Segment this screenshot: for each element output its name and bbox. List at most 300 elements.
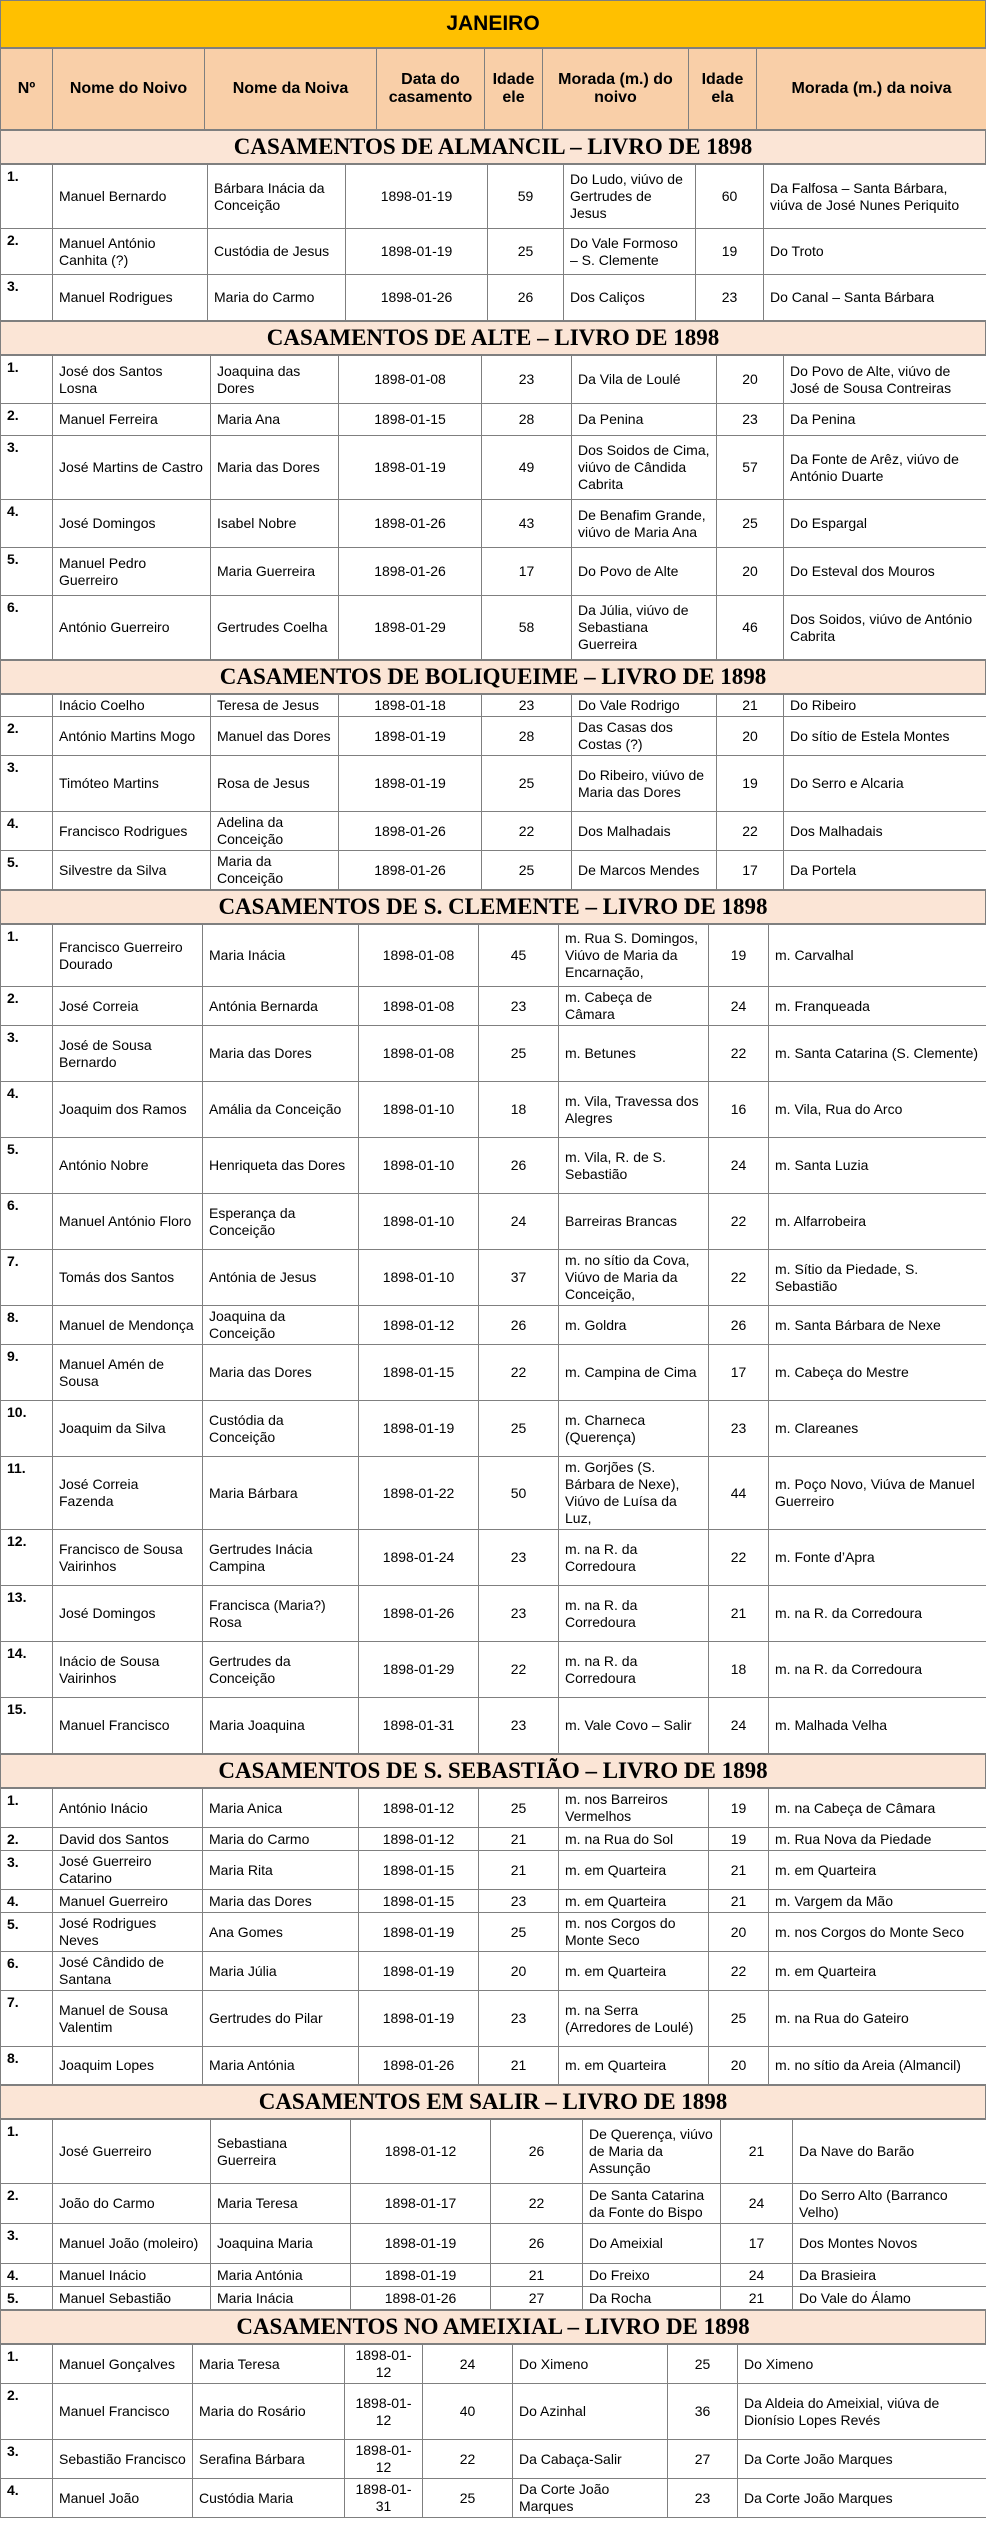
cell-bride-name: Esperança da Conceição [203,1194,359,1250]
cell-bride-residence: m. em Quarteira [769,1952,986,1991]
cell-groom-age: 21 [479,2047,559,2085]
cell-groom-name: José Correia Fazenda [53,1457,203,1530]
cell-bride-age: 23 [696,275,764,321]
cell-groom-name: Manuel Pedro Guerreiro [53,548,211,596]
cell-groom-name: Manuel João (moleiro) [53,2224,211,2264]
table-row [1,1851,986,1890]
cell-groom-age: 49 [482,436,572,500]
cell-groom-name: Francisco de Sousa Vairinhos [53,1530,203,1586]
cell-groom-age: 20 [479,1952,559,1991]
cell-bride-residence: m. na Cabeça de Câmara [769,1789,986,1828]
cell-number: 1. [1,165,53,229]
cell-groom-residence: m. na R. da Corredoura [559,1642,709,1698]
cell-number: 5. [1,851,53,890]
cell-groom-residence: m. Cabeça de Câmara [559,987,709,1026]
cell-bride-name: Amália da Conceição [203,1082,359,1138]
cell-groom-residence: m. na R. da Corredoura [559,1530,709,1586]
table-row [1,2384,986,2440]
cell-wedding-date: 1898-01-08 [339,356,482,404]
cell-bride-residence: Dos Malhadais [784,812,986,851]
sections-container [0,130,986,2518]
table-row [1,1586,986,1642]
cell-bride-name: Francisca (Maria?) Rosa [203,1586,359,1642]
table-row [1,1991,986,2047]
table-row [1,1457,986,1530]
cell-bride-name: Maria das Dores [211,436,339,500]
table-row [1,2440,986,2479]
cell-groom-residence: Barreiras Brancas [559,1194,709,1250]
cell-groom-name: Manuel Gonçalves [53,2345,193,2384]
cell-groom-residence: m. Charneca (Querença) [559,1401,709,1457]
table-row [1,695,986,717]
cell-bride-name: Maria Bárbara [203,1457,359,1530]
cell-groom-age: 58 [482,596,572,660]
cell-bride-residence: Do Vale do Álamo [793,2287,986,2310]
marriage-table [0,164,986,321]
cell-groom-residence: De Benafim Grande, viúvo de Maria Ana [572,500,717,548]
cell-groom-name: José Domingos [53,1586,203,1642]
header-groom-name: Nome do Noivo [53,49,205,130]
cell-bride-age: 17 [721,2224,793,2264]
cell-bride-age: 36 [668,2384,738,2440]
cell-bride-residence: m. Vargem da Mão [769,1890,986,1913]
cell-bride-residence: Do Esteval dos Mouros [784,548,986,596]
table-row [1,756,986,812]
cell-bride-name: Maria do Rosário [193,2384,345,2440]
cell-wedding-date: 1898-01-19 [339,756,482,812]
cell-bride-name: Henriqueta das Dores [203,1138,359,1194]
cell-number: 3. [1,2224,53,2264]
cell-number: 4. [1,1082,53,1138]
cell-wedding-date: 1898-01-17 [351,2184,491,2224]
cell-groom-age: 21 [479,1828,559,1851]
cell-groom-age: 22 [423,2440,513,2479]
cell-bride-age: 17 [709,1345,769,1401]
cell-groom-name: Joaquim da Silva [53,1401,203,1457]
table-row [1,1306,986,1345]
cell-bride-residence: m. na R. da Corredoura [769,1642,986,1698]
cell-bride-residence: Do sítio de Estela Montes [784,717,986,756]
cell-bride-name: Maria Antónia [203,2047,359,2085]
cell-number: 11. [1,1457,53,1530]
section-title: CASAMENTOS DE ALMANCIL – LIVRO DE 1898 [0,130,986,164]
header-groom-residence: Morada (m.) do noivo [543,49,689,130]
cell-bride-name: Maria Antónia [211,2264,351,2287]
cell-bride-name: Maria do Carmo [203,1828,359,1851]
cell-bride-name: Isabel Nobre [211,500,339,548]
cell-bride-residence: Da Fonte de Arêz, viúvo de António Duarte [784,436,986,500]
cell-bride-name: Custódia da Conceição [203,1401,359,1457]
header-bride-age: Idade ela [689,49,757,130]
header-number: Nº [1,49,53,130]
cell-number: 2. [1,987,53,1026]
cell-groom-age: 26 [488,275,564,321]
cell-groom-name: Joaquim Lopes [53,2047,203,2085]
cell-groom-residence: m. na Serra (Arredores de Loulé) [559,1991,709,2047]
cell-bride-age: 19 [709,925,769,987]
cell-bride-age: 22 [717,812,784,851]
cell-number: 2. [1,717,53,756]
cell-bride-residence: m. Poço Novo, Viúva de Manuel Guerreiro [769,1457,986,1530]
cell-groom-age: 22 [479,1642,559,1698]
cell-number: 1. [1,2345,53,2384]
cell-bride-residence: Do Espargal [784,500,986,548]
cell-bride-residence: m. no sítio da Areia (Almancil) [769,2047,986,2085]
cell-number: 15. [1,1698,53,1754]
cell-groom-name: Manuel Inácio [53,2264,211,2287]
cell-groom-residence: Da Corte João Marques [513,2479,668,2518]
cell-groom-name: Manuel Rodrigues [53,275,208,321]
table-row [1,1194,986,1250]
cell-groom-name: Francisco Rodrigues [53,812,211,851]
cell-groom-residence: Do Vale Formoso – S. Clemente [564,229,696,275]
cell-bride-name: Maria do Carmo [208,275,346,321]
cell-groom-name: Sebastião Francisco [53,2440,193,2479]
cell-bride-residence: Da Portela [784,851,986,890]
cell-bride-residence: Do Canal – Santa Bárbara [764,275,986,321]
cell-groom-age: 25 [479,1026,559,1082]
cell-bride-age: 24 [709,1698,769,1754]
cell-bride-name: Joaquina das Dores [211,356,339,404]
cell-groom-name: Manuel de Sousa Valentim [53,1991,203,2047]
cell-number: 9. [1,1345,53,1401]
table-row [1,596,986,660]
cell-wedding-date: 1898-01-12 [345,2440,423,2479]
cell-bride-residence: m. Cabeça do Mestre [769,1345,986,1401]
cell-groom-age: 24 [479,1194,559,1250]
cell-groom-residence: Da Penina [572,404,717,436]
cell-bride-residence: m. Clareanes [769,1401,986,1457]
cell-wedding-date: 1898-01-26 [339,548,482,596]
cell-wedding-date: 1898-01-12 [359,1828,479,1851]
cell-wedding-date: 1898-01-22 [359,1457,479,1530]
cell-groom-residence: De Marcos Mendes [572,851,717,890]
table-row [1,2287,986,2310]
cell-groom-name: José Guerreiro Catarino [53,1851,203,1890]
cell-groom-age: 21 [491,2264,583,2287]
cell-bride-name: Gertrudes Coelha [211,596,339,660]
cell-number: 3. [1,1851,53,1890]
table-row [1,851,986,890]
cell-bride-name: Rosa de Jesus [211,756,339,812]
table-row [1,2345,986,2384]
cell-groom-residence: m. Rua S. Domingos, Viúvo de Maria da Encarnação, [559,925,709,987]
cell-bride-age: 18 [709,1642,769,1698]
table-row [1,812,986,851]
cell-bride-age: 19 [696,229,764,275]
cell-bride-name: Gertrudes do Pilar [203,1991,359,2047]
cell-groom-residence: Do Vale Rodrigo [572,695,717,717]
cell-wedding-date: 1898-01-19 [346,229,488,275]
cell-groom-residence: m. nos Corgos do Monte Seco [559,1913,709,1952]
cell-bride-residence: m. em Quarteira [769,1851,986,1890]
cell-wedding-date: 1898-01-12 [345,2345,423,2384]
cell-groom-residence: Do Povo de Alte [572,548,717,596]
cell-bride-name: Maria das Dores [203,1890,359,1913]
header-wedding-date: Data do casamento [377,49,485,130]
cell-bride-residence: m. Santa Bárbara de Nexe [769,1306,986,1345]
table-row [1,1345,986,1401]
table-row [1,165,986,229]
cell-bride-name: Maria Teresa [211,2184,351,2224]
cell-bride-residence: m. Vila, Rua do Arco [769,1082,986,1138]
section-title: CASAMENTOS EM SALIR – LIVRO DE 1898 [0,2085,986,2119]
cell-bride-name: Maria Joaquina [203,1698,359,1754]
cell-wedding-date: 1898-01-12 [359,1306,479,1345]
cell-number: 3. [1,756,53,812]
cell-number: 7. [1,1250,53,1306]
cell-bride-age: 24 [709,987,769,1026]
cell-wedding-date: 1898-01-15 [359,1851,479,1890]
cell-bride-name: Maria Ana [211,404,339,436]
cell-groom-name: António Martins Mogo [53,717,211,756]
cell-wedding-date: 1898-01-10 [359,1250,479,1306]
cell-bride-name: Antónia Bernarda [203,987,359,1026]
cell-bride-residence: m. Santa Catarina (S. Clemente) [769,1026,986,1082]
cell-wedding-date: 1898-01-12 [345,2384,423,2440]
cell-groom-age: 22 [491,2184,583,2224]
cell-bride-residence: Da Corte João Marques [738,2479,986,2518]
cell-groom-age: 23 [482,695,572,717]
cell-groom-name: Manuel Francisco [53,2384,193,2440]
cell-groom-residence: Dos Malhadais [572,812,717,851]
cell-bride-age: 20 [717,548,784,596]
cell-wedding-date: 1898-01-26 [359,1586,479,1642]
cell-bride-age: 19 [709,1789,769,1828]
table-row [1,717,986,756]
section-title: CASAMENTOS DE S. SEBASTIÃO – LIVRO DE 1898 [0,1754,986,1788]
cell-bride-residence: Do Serro Alto (Barranco Velho) [793,2184,986,2224]
cell-wedding-date: 1898-01-31 [345,2479,423,2518]
table-row [1,1642,986,1698]
cell-bride-residence: Do Ximeno [738,2345,986,2384]
cell-bride-residence: m. na Rua do Gateiro [769,1991,986,2047]
cell-groom-age: 24 [423,2345,513,2384]
cell-bride-residence: Da Aldeia do Ameixial, viúva de Dionísio Lopes Revés [738,2384,986,2440]
cell-bride-name: Joaquina da Conceição [203,1306,359,1345]
cell-wedding-date: 1898-01-18 [339,695,482,717]
cell-bride-age: 17 [717,851,784,890]
cell-groom-name: Timóteo Martins [53,756,211,812]
cell-bride-residence: m. Santa Luzia [769,1138,986,1194]
cell-groom-residence: m. Betunes [559,1026,709,1082]
cell-bride-age: 26 [709,1306,769,1345]
cell-groom-name: Manuel Ferreira [53,404,211,436]
cell-groom-name: Manuel Amén de Sousa [53,1345,203,1401]
cell-groom-age: 23 [479,1530,559,1586]
cell-wedding-date: 1898-01-26 [339,500,482,548]
cell-number: 3. [1,436,53,500]
section-title: CASAMENTOS NO AMEIXIAL – LIVRO DE 1898 [0,2310,986,2344]
cell-bride-residence: Da Penina [784,404,986,436]
cell-groom-name: José Martins de Castro [53,436,211,500]
section-title: CASAMENTOS DE S. CLEMENTE – LIVRO DE 1898 [0,890,986,924]
cell-bride-age: 20 [709,2047,769,2085]
cell-number: 4. [1,812,53,851]
cell-bride-age: 21 [709,1586,769,1642]
cell-bride-name: Maria Inácia [203,925,359,987]
cell-bride-name: Maria Guerreira [211,548,339,596]
cell-bride-residence: Do Serro e Alcaria [784,756,986,812]
cell-wedding-date: 1898-01-26 [346,275,488,321]
cell-groom-age: 50 [479,1457,559,1530]
table-row [1,1828,986,1851]
cell-groom-age: 28 [482,404,572,436]
cell-groom-residence: m. em Quarteira [559,2047,709,2085]
cell-number: 12. [1,1530,53,1586]
cell-wedding-date: 1898-01-19 [339,717,482,756]
marriage-table [0,2344,986,2518]
cell-bride-name: Gertrudes Inácia Campina [203,1530,359,1586]
table-row [1,356,986,404]
cell-groom-residence: Do Ximeno [513,2345,668,2384]
cell-groom-name: Manuel Sebastião [53,2287,211,2310]
cell-groom-age: 26 [491,2120,583,2184]
cell-bride-name: Gertrudes da Conceição [203,1642,359,1698]
cell-wedding-date: 1898-01-10 [359,1138,479,1194]
cell-groom-residence: m. Campina de Cima [559,1345,709,1401]
cell-bride-age: 60 [696,165,764,229]
table-row [1,500,986,548]
cell-groom-residence: Do Ribeiro, viúvo de Maria das Dores [572,756,717,812]
table-row [1,1026,986,1082]
cell-wedding-date: 1898-01-26 [359,2047,479,2085]
cell-number: 5. [1,548,53,596]
cell-groom-residence: Do Azinhal [513,2384,668,2440]
cell-bride-age: 19 [717,756,784,812]
cell-groom-residence: Do Ludo, viúvo de Gertrudes de Jesus [564,165,696,229]
cell-number [1,695,53,717]
cell-bride-name: Ana Gomes [203,1913,359,1952]
cell-wedding-date: 1898-01-15 [359,1890,479,1913]
cell-groom-age: 23 [479,1698,559,1754]
cell-bride-age: 21 [721,2287,793,2310]
cell-number: 4. [1,500,53,548]
cell-number: 7. [1,1991,53,2047]
cell-groom-age: 25 [488,229,564,275]
cell-wedding-date: 1898-01-15 [359,1345,479,1401]
cell-groom-age: 26 [491,2224,583,2264]
table-row [1,404,986,436]
cell-wedding-date: 1898-01-19 [346,165,488,229]
section-title: CASAMENTOS DE BOLIQUEIME – LIVRO DE 1898 [0,660,986,694]
table-row [1,2120,986,2184]
cell-bride-residence: Da Brasieira [793,2264,986,2287]
cell-bride-age: 23 [717,404,784,436]
cell-number: 4. [1,2264,53,2287]
cell-bride-age: 21 [709,1890,769,1913]
table-row [1,1138,986,1194]
cell-wedding-date: 1898-01-19 [351,2224,491,2264]
cell-bride-residence: m. Franqueada [769,987,986,1026]
cell-bride-name: Maria Rita [203,1851,359,1890]
cell-wedding-date: 1898-01-26 [339,812,482,851]
header-bride-name: Nome da Noiva [205,49,377,130]
cell-bride-residence: Do Troto [764,229,986,275]
cell-groom-residence: Da Vila de Loulé [572,356,717,404]
cell-number: 6. [1,596,53,660]
cell-groom-name: Tomás dos Santos [53,1250,203,1306]
cell-number: 3. [1,2440,53,2479]
cell-bride-residence: m. Alfarrobeira [769,1194,986,1250]
cell-bride-residence: Do Povo de Alte, viúvo de José de Sousa Contreiras [784,356,986,404]
cell-groom-age: 23 [482,356,572,404]
cell-groom-residence: m. em Quarteira [559,1890,709,1913]
cell-groom-age: 25 [479,1913,559,1952]
cell-groom-residence: Dos Soidos de Cima, viúvo de Cândida Cabrita [572,436,717,500]
cell-bride-age: 20 [717,356,784,404]
cell-bride-age: 25 [717,500,784,548]
cell-number: 5. [1,1913,53,1952]
cell-groom-residence: De Santa Catarina da Fonte do Bispo [583,2184,721,2224]
table-row [1,1401,986,1457]
cell-wedding-date: 1898-01-12 [359,1789,479,1828]
cell-number: 5. [1,1138,53,1194]
cell-groom-residence: m. em Quarteira [559,1851,709,1890]
cell-groom-residence: m. na Rua do Sol [559,1828,709,1851]
cell-bride-name: Maria Anica [203,1789,359,1828]
cell-bride-name: Bárbara Inácia da Conceição [208,165,346,229]
table-row [1,1913,986,1952]
cell-wedding-date: 1898-01-29 [339,596,482,660]
cell-bride-name: Teresa de Jesus [211,695,339,717]
cell-groom-name: Manuel de Mendonça [53,1306,203,1345]
cell-groom-age: 21 [479,1851,559,1890]
marriage-table [0,2119,986,2310]
cell-groom-residence: m. Vale Covo – Salir [559,1698,709,1754]
cell-groom-name: António Guerreiro [53,596,211,660]
cell-bride-age: 19 [709,1828,769,1851]
cell-groom-age: 43 [482,500,572,548]
cell-wedding-date: 1898-01-19 [359,1913,479,1952]
cell-bride-age: 25 [668,2345,738,2384]
cell-groom-residence: Das Casas dos Costas (?) [572,717,717,756]
cell-number: 1. [1,2120,53,2184]
cell-groom-name: Joaquim dos Ramos [53,1082,203,1138]
cell-bride-name: Maria Inácia [211,2287,351,2310]
cell-groom-name: António Inácio [53,1789,203,1828]
table-row [1,2224,986,2264]
cell-wedding-date: 1898-01-08 [359,1026,479,1082]
cell-bride-name: Serafina Bárbara [193,2440,345,2479]
cell-groom-residence: m. Vila, Travessa dos Alegres [559,1082,709,1138]
cell-bride-residence: m. Carvalhal [769,925,986,987]
cell-number: 10. [1,1401,53,1457]
cell-groom-residence: De Querença, viúvo de Maria da Assunção [583,2120,721,2184]
table-row [1,2047,986,2085]
cell-wedding-date: 1898-01-31 [359,1698,479,1754]
cell-bride-age: 25 [709,1991,769,2047]
cell-bride-name: Antónia de Jesus [203,1250,359,1306]
cell-bride-residence: m. Fonte d’Apra [769,1530,986,1586]
cell-bride-name: Maria das Dores [203,1026,359,1082]
cell-number: 1. [1,356,53,404]
cell-bride-age: 27 [668,2440,738,2479]
cell-groom-age: 26 [479,1306,559,1345]
cell-wedding-date: 1898-01-19 [359,1991,479,2047]
cell-groom-name: Inácio de Sousa Vairinhos [53,1642,203,1698]
cell-wedding-date: 1898-01-19 [351,2264,491,2287]
table-row [1,925,986,987]
cell-number: 14. [1,1642,53,1698]
cell-number: 6. [1,1194,53,1250]
cell-number: 4. [1,1890,53,1913]
cell-groom-name: Manuel Bernardo [53,165,208,229]
cell-number: 5. [1,2287,53,2310]
cell-groom-age: 27 [491,2287,583,2310]
cell-bride-residence: m. Malhada Velha [769,1698,986,1754]
cell-groom-residence: Do Ameixial [583,2224,721,2264]
